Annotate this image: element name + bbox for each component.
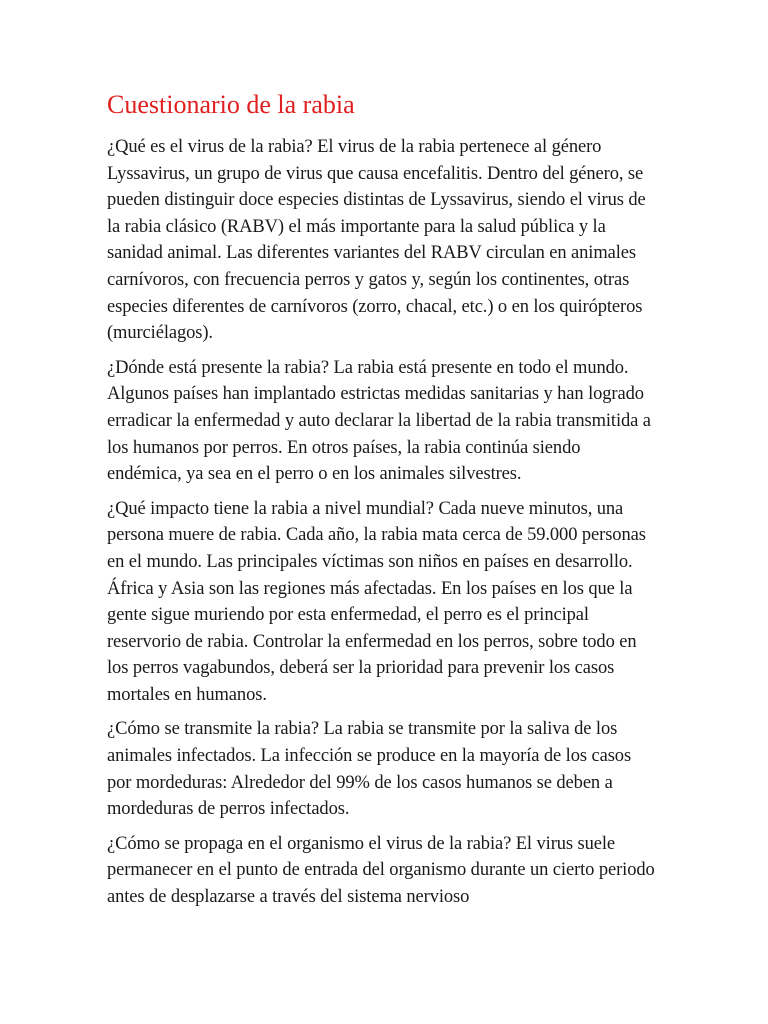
- paragraph-impact: ¿Qué impacto tiene la rabia a nivel mundial? Cada nueve minutos, una persona muere de rabia. Cada año, la rabia mata cerca de 59.000 personas en el mundo. Las principales víctimas son niños en países en desarrollo. África y Asia son las regiones más afectadas. En los países en los que la gente sigue muriendo por esta enfermedad, el perro es el principal reservorio de rabia. Controlar la enfermedad en los perros, sobre todo en los perros vagabundos, deberá ser la prioridad para prevenir los casos mortales en humanos.: [107, 498, 646, 705]
- paragraph-virus: ¿Qué es el virus de la rabia? El virus de la rabia pertenece al género Lyssavirus, un grupo de virus que causa encefalitis. Dentro del género, se pueden distinguir doce especies distintas de Lyssavirus, siendo el virus de la rabia clásico (RABV) el más importante para la salud pública y la sanidad animal. Las diferentes variantes del RABV circulan en animales carnívoros, con frecuencia perros y gatos y, según los continentes, otras especies diferentes de carnívoros (zorro, chacal, etc.) o en los quirópteros (murciélagos).: [107, 137, 646, 344]
- document-title: Cuestionario de la rabia: [107, 90, 355, 119]
- paragraph-transmission: ¿Cómo se transmite la rabia? La rabia se transmite por la saliva de los animales infectados. La infección se produce en la mayoría de los casos por mordeduras: Alrededor del 99% de los casos humanos se deben a mordeduras de perros infectados.: [107, 719, 632, 820]
- paragraph-propagation: ¿Cómo se propaga en el organismo el virus de la rabia? El virus suele permanecer en el punto de entrada del organismo durante un cierto periodo antes de desplazarse a través del sistema nervioso: [107, 833, 655, 908]
- paragraph-presence: ¿Dónde está presente la rabia? La rabia está presente en todo el mundo. Algunos países han implantado estrictas medidas sanitarias y han logrado erradicar la enfermedad y auto declarar la libertad de la rabia transmitida a los humanos por perros. En otros países, la rabia continúa siendo endémica, ya sea en el perro o en los animales silvestres.: [107, 357, 651, 485]
- document-page: [107, 88, 658, 919]
